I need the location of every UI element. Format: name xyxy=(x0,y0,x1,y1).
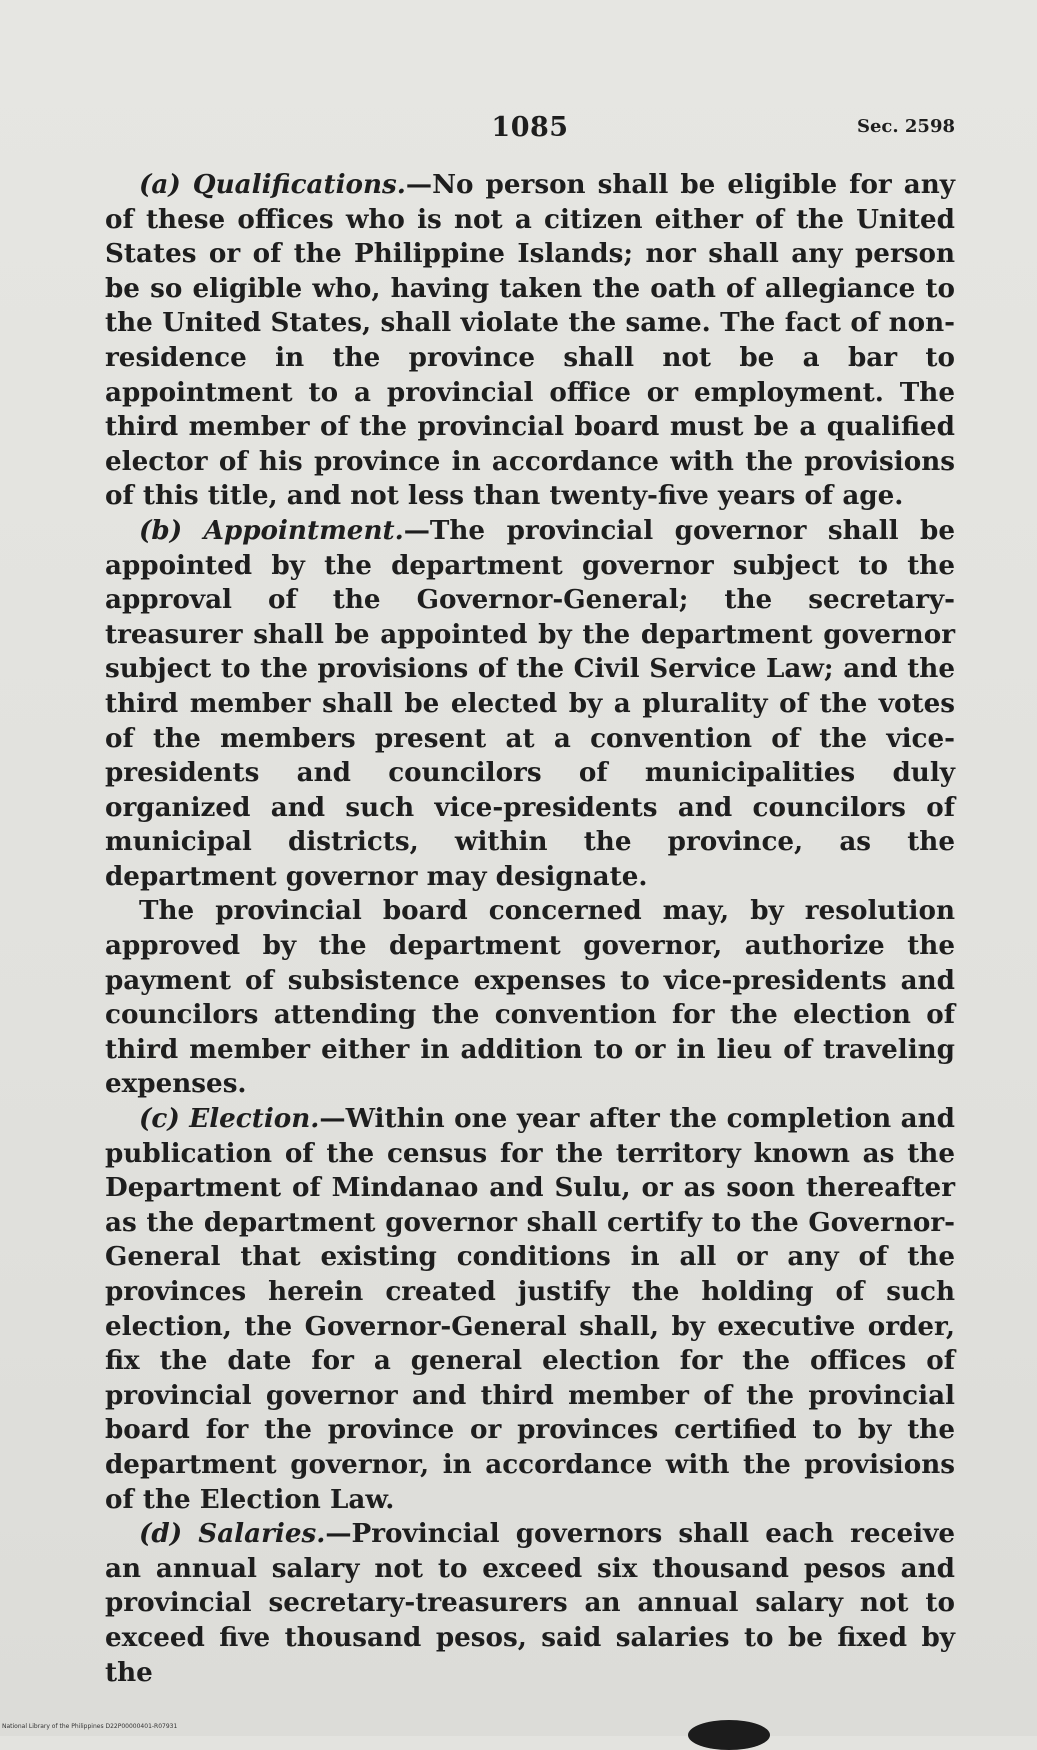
body-text xyxy=(105,168,955,1690)
page-header xyxy=(105,112,955,152)
paragraph-label: (b) Appointment. xyxy=(139,514,404,546)
paragraph-text: —Provincial governors shall each receive an annual salary not to exceed six thousand pesos and provincial secretary-treasurers an annual salary not to exceed five thousand pesos, said salaries to be fixed by the xyxy=(105,1518,955,1688)
paragraph-text: —The provincial governor shall be appointed by the department governor subject to the approval of the Governor-General; the secretary-treasurer shall be appointed by the department governor subject to the provisions of the Civil Service Law; and the third member shall be elected by a plurality of the votes of the members present at a convention of the vice-presidents and councilors of municipalities duly organized and such vice-presidents and councilors of municipal districts, within the province, as the department governor may designate. xyxy=(105,514,955,892)
paragraph-election xyxy=(105,1102,955,1517)
paragraph-qualifications xyxy=(105,168,955,514)
paragraph-appointment xyxy=(105,514,955,895)
paragraph-label: (d) Salaries. xyxy=(139,1518,326,1550)
paragraph-text: —Within one year after the completion and publication of the census for the territory known as the Department of Mindanao and Sulu, or as soon thereafter as the department governor shall certify to the Governor-General that existing conditions in all or any of the provinces herein created justify the holding of such election, the Governor-General shall, by executive order, fix the date for a general election for the offices of provincial governor and third member of the provincial board for the province or provinces certified to by the department governor, in accordance with the provisions of the Election Law. xyxy=(105,1103,955,1515)
paragraph-subsistence xyxy=(105,894,955,1102)
paragraph-label: (a) Qualifications. xyxy=(139,169,406,200)
paragraph-label: (c) Election. xyxy=(139,1103,320,1135)
scan-edge-mark xyxy=(688,1720,770,1750)
archive-footer: National Library of the Philippines D22P00000401-R07931 xyxy=(2,1723,178,1730)
paragraph-salaries xyxy=(105,1517,955,1690)
paragraph-text: —No person shall be eligible for any of these offices who is not a citizen either of the United States or of the Philippine Islands; nor shall any person be so eligible who, having taken the oath of allegiance to the United States, shall violate the same. The fact of non-residence in the province shall not be a bar to appointment to a provincial office or employment. The third member of the provincial board must be a qualified elector of his province in accordance with the provisions of this title, and not less than twenty-five years of age. xyxy=(105,169,955,512)
page-number: 1085 xyxy=(491,112,569,143)
section-reference: Sec. 2598 xyxy=(856,116,955,137)
paragraph-text: The provincial board concerned may, by resolution approved by the department governor, authorize the payment of subsistence expenses to vice-presidents and councilors attending the convention for the election of third member either in addition to or in lieu of traveling expenses. xyxy=(105,895,955,1100)
